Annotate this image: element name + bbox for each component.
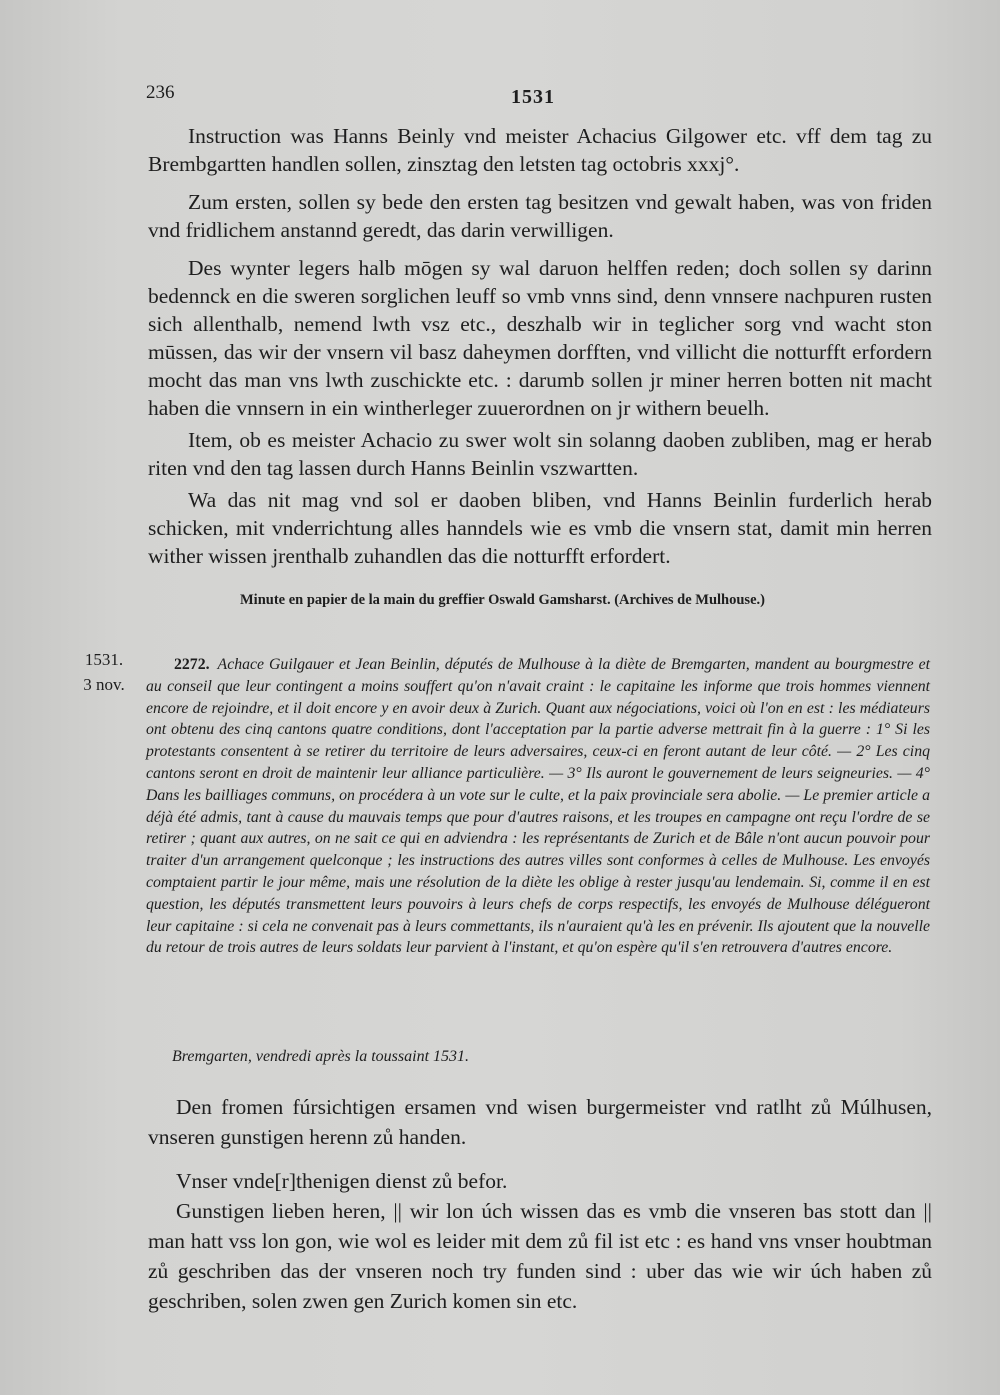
paragraph: Des wynter legers halb mōgen sy wal daruon helffen reden; doch sollen sy darinn bedennck en die sweren sorglichen leuff so vmb vnns sind, denn vnnsere nachpuren rusten sich allenthalb, nemend lwth vsz etc., deszhalb wir in teglicher sorg vnd wacht ston mūssen, das wir der vnsern vil basz daheymen dorfften, vnd villicht die notturfft erfordern mocht das man vns lwth zuschickte etc. : darumb sollen jr miner herren botten nit macht haben die vnnsern in ein wintherleger zuuerordnen on jr withern beuelh. [148, 256, 932, 420]
margin-date-year: 1531. [84, 650, 124, 669]
letter-text [148, 1092, 932, 1316]
source-note: Minute en papier de la main du greffier Oswald Gamsharst. (Archives de Mulhouse.) [240, 592, 765, 608]
paragraph: Den fromen fúrsichtigen ersamen vnd wisen burgermeister vnd ratlht zů Múlhusen, vnseren gunstigen herenn zů handen. [148, 1095, 932, 1149]
summary-text: Achace Guilgauer et Jean Beinlin, députés de Mulhouse à la diète de Bremgarten, mandent au bourgmestre et au conseil que leur contingent a moins souffert qu'on n'avait craint : le capitaine les informe que trois hommes viennent encore de rejoindre, et il doit encore y en avoir deux à Zurich. Quant aux négociations, voici où l'on en est : les médiateurs ont obtenu des cinq cantons quatre conditions, dont l'acceptation par la partie adverse mettrait fin à la guerre : 1° Si les protestants consentent à se retirer du territoire de leurs adversaires, ceux-ci en feront autant de leur côté. — 2° Les cinq cantons seront en droit de maintenir leur alliance particulière. — 3° Ils auront le gouvernement de leurs seigneuries. — 4° Dans les bailliages communs, on procédera à un vote sur le culte, et la paix provinciale sera abolie. — Le premier article a déjà été admis, tant à cause du mauvais temps que pour d'autres raisons, et les troupes en campagne ont reçu l'ordre de se retirer ; quant aux autres, on ne sait ce qui en adviendra : les représentants de Zurich et de Bâle n'ont aucun pouvoir pour traiter d'un arrangement quelconque ; les instructions des autres villes sont conformes à celles de Mulhouse. Les envoyés comptaient partir le jour même, mais une résolution de la diète les oblige à rester jusqu'au lendemain. Si, comme il en est question, les députés transmettent leurs pouvoirs à leurs chefs de corps respectifs, les envoyés de Mulhouse délégueront leur capitaine : si cela ne convenait pas à leurs commettants, ils n'auraient qu'à les en prévenir. Ils ajoutent que la nouvelle du retour de trois autres de leurs soldats leur parvient à l'instant, et qu'on espère qu'il s'en retrouvera d'autres encore. [146, 656, 930, 957]
paragraph: Gunstigen lieben heren, || wir lon úch wissen das es vmb die vnseren bas stott dan || man hatt vss lon gon, wie wol es leider mit dem zů fil ist etc : es hand vns vnser houbtman zů geschriben das der vnseren noch try funden sind : uber das wie wir úch haben zů geschriben, solen zwen gen Zurich komen sin etc. [148, 1199, 932, 1313]
paragraph: Vnser vnde[r]thenigen dienst zů befor. [176, 1169, 508, 1193]
paragraph: Instruction was Hanns Beinly vnd meister Achacius Gilgower etc. vff dem tag zu Brembgartten handlen sollen, zinsztag den letsten tag octobris xxxj°. [148, 124, 932, 176]
instruction-text [148, 122, 932, 580]
page-number: 236 [146, 82, 175, 103]
entry-number: 2272. [174, 656, 210, 673]
entry-summary [146, 654, 930, 959]
dateline: Bremgarten, vendredi après la toussaint 1531. [172, 1048, 470, 1065]
margin-date-day: 3 nov. [83, 675, 125, 694]
paragraph: Zum ersten, sollen sy bede den ersten tag besitzen vnd gewalt haben, was von friden vnd fridlichem anstannd geredt, das darin verwilligen. [148, 190, 932, 242]
page-header-year: 1531 [511, 86, 555, 108]
paragraph: Wa das nit mag vnd sol er daoben bliben, vnd Hanns Beinlin furderlich herab schicken, mit vnderrichtung alles hanndels wie es vmb die vnsern stat, damit min herren wither wissen jrenthalb zuhandlen das die notturfft erfordert. [148, 488, 932, 568]
paragraph: Item, ob es meister Achacio zu swer wolt sin solanng daoben zubliben, mag er herab riten vnd den tag lassen durch Hanns Beinlin vszwartten. [148, 428, 932, 480]
